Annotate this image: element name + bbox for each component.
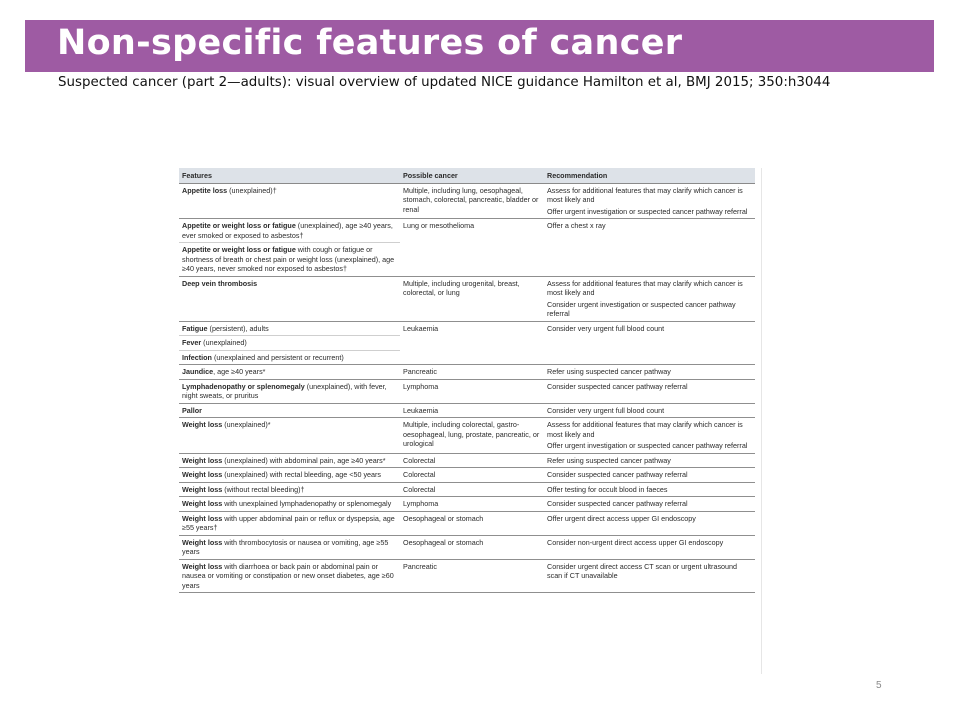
feature-cell [179, 365, 400, 380]
feature-detail: (unexplained)* [222, 420, 271, 429]
feature-name: Weight loss [182, 561, 223, 571]
feature-cell [179, 559, 400, 593]
recommendation-text: Consider very urgent full blood count [547, 323, 665, 333]
recommendation-text: Offer testing for occult blood in faeces [547, 484, 668, 494]
possible-cancer-cell: Multiple, including colorectal, gastro-oesophageal, lung, prostate, pancreatic, or urological [400, 418, 544, 454]
feature-name: Appetite or weight loss or fatigue [182, 221, 296, 230]
table-row [179, 559, 755, 593]
header-possible-cancer: Possible cancer [400, 168, 544, 183]
feature-name: Weight loss [182, 484, 223, 494]
table-row [179, 183, 755, 219]
feature-name: Appetite loss [182, 185, 228, 195]
recommendation-text: Consider urgent direct access CT scan or urgent ultrasound scan if CT unavailable [547, 561, 738, 580]
feature-name: Pallor [182, 405, 202, 415]
feature-name: Weight loss [182, 455, 223, 465]
recommendation-cell [544, 511, 755, 535]
feature-cell [179, 418, 400, 454]
recommendation-text: Assess for additional features that may clarify which cancer is most likely and [547, 420, 743, 439]
feature-cell [179, 276, 400, 321]
page-number: 5 [876, 680, 882, 691]
recommendation-cell [544, 379, 755, 403]
feature-detail: (unexplained), age ≥40 years, ever smoked or exposed to asbestos† [182, 221, 393, 240]
feature-detail: with thrombocytosis or nausea or vomiting, age ≥55 years [182, 537, 389, 556]
slide-subtitle: Suspected cancer (part 2—adults): visual overview of updated NICE guidance Hamilton et al, BMJ 2015; 350:h3044 [58, 75, 831, 90]
feature-detail: with cough or fatigue or shortness of breath or chest pain or weight loss (unexplained), age ≥40 years, never smoked nor exposed to asbestos† [182, 245, 395, 273]
feature-detail: (unexplained), with fever, night sweats, or pruritus [182, 381, 387, 400]
feature-cell [179, 535, 400, 559]
possible-cancer-cell: Lung or mesothelioma [400, 219, 544, 277]
possible-cancer-cell: Multiple, including urogenital, breast, colorectal, or lung [400, 276, 544, 321]
feature-name: Weight loss [182, 420, 223, 429]
possible-cancer-cell: Colorectal [400, 482, 544, 497]
feature-cell [179, 243, 400, 277]
table-row [179, 276, 755, 321]
feature-cell [179, 379, 400, 403]
possible-cancer-cell: Lymphoma [400, 497, 544, 512]
recommendation-cell [544, 535, 755, 559]
recommendation-cell [544, 403, 755, 418]
recommendation-text: Consider non-urgent direct access upper GI endoscopy [547, 537, 724, 547]
feature-cell [179, 321, 400, 336]
recommendation-cell [544, 219, 755, 277]
feature-cell [179, 183, 400, 219]
header-recommendation: Recommendation [544, 168, 755, 183]
possible-cancer-cell: Leukaemia [400, 403, 544, 418]
recommendation-cell [544, 183, 755, 219]
feature-detail: , age ≥40 years* [213, 367, 266, 376]
feature-name: Deep vein thrombosis [182, 278, 258, 288]
feature-name: Weight loss [182, 499, 223, 508]
recommendation-text: Assess for additional features that may clarify which cancer is most likely and [547, 185, 743, 204]
feature-name: Weight loss [182, 470, 223, 479]
feature-detail: (persistent), adults [207, 323, 269, 333]
feature-detail: with diarrhoea or back pain or abdominal pain or nausea or vomiting or constipation or new onset diabetes, age ≥60 years [182, 561, 394, 590]
possible-cancer-cell: Colorectal [400, 453, 544, 468]
feature-detail: with unexplained lymphadenopathy or splenomegaly [222, 499, 392, 508]
header-features: Features [179, 168, 400, 183]
feature-detail: (without rectal bleeding)† [222, 484, 305, 494]
feature-detail: (unexplained and persistent or recurrent) [211, 352, 344, 362]
feature-cell [179, 453, 400, 468]
recommendation-cell [544, 468, 755, 483]
table-row [179, 365, 755, 380]
possible-cancer-cell: Lymphoma [400, 379, 544, 403]
recommendation-cell [544, 497, 755, 512]
table-row [179, 219, 755, 243]
recommendation-text: Consider suspected cancer pathway referral [547, 470, 688, 479]
slide-title: Non-specific features of cancer [57, 23, 683, 63]
feature-detail: (unexplained)† [227, 185, 277, 195]
possible-cancer-cell: Pancreatic [400, 559, 544, 593]
recommendation-cell [544, 453, 755, 468]
feature-name: Fatigue [182, 323, 208, 333]
possible-cancer-cell: Multiple, including lung, oesophageal, stomach, colorectal, pancreatic, bladder or renal [400, 183, 544, 219]
recommendation-text: Offer a chest x ray [547, 221, 606, 230]
recommendation-text-2: Consider urgent investigation or suspected cancer pathway referral [547, 299, 736, 318]
table-row [179, 321, 755, 336]
feature-name: Lymphadenopathy or splenomegaly [182, 381, 305, 391]
table-row [179, 511, 755, 535]
recommendation-text-2: Offer urgent investigation or suspected cancer pathway referral [547, 206, 748, 216]
recommendation-text: Assess for additional features that may clarify which cancer is most likely and [547, 278, 743, 297]
recommendation-cell [544, 418, 755, 454]
title-bar [25, 20, 934, 72]
recommendation-cell [544, 276, 755, 321]
recommendation-cell [544, 482, 755, 497]
feature-detail: (unexplained) [201, 338, 247, 347]
guidance-table-image [179, 168, 762, 674]
feature-cell [179, 219, 400, 243]
feature-detail: (unexplained) with abdominal pain, age ≥40 years* [222, 455, 386, 465]
possible-cancer-cell: Oesophageal or stomach [400, 511, 544, 535]
recommendation-cell [544, 365, 755, 380]
recommendation-text: Consider suspected cancer pathway referral [547, 381, 688, 391]
recommendation-text: Refer using suspected cancer pathway [547, 455, 671, 465]
table-row [179, 453, 755, 468]
recommendation-cell [544, 321, 755, 365]
table-row [179, 379, 755, 403]
feature-name: Infection [182, 352, 212, 362]
table-row [179, 403, 755, 418]
feature-name: Appetite or weight loss or fatigue [182, 245, 296, 254]
table-row [179, 468, 755, 483]
feature-cell [179, 497, 400, 512]
feature-name: Fever [182, 338, 202, 347]
recommendation-text: Consider very urgent full blood count [547, 405, 665, 415]
table-row [179, 497, 755, 512]
possible-cancer-cell: Oesophageal or stomach [400, 535, 544, 559]
feature-cell [179, 511, 400, 535]
possible-cancer-cell: Colorectal [400, 468, 544, 483]
recommendation-text: Refer using suspected cancer pathway [547, 367, 671, 376]
feature-cell [179, 336, 400, 351]
feature-name: Weight loss [182, 513, 223, 523]
table-row [179, 482, 755, 497]
feature-cell [179, 350, 400, 365]
feature-name: Jaundice [182, 367, 214, 376]
feature-cell [179, 468, 400, 483]
feature-detail: with upper abdominal pain or reflux or dyspepsia, age ≥55 years† [182, 513, 395, 532]
table-header-row [179, 168, 755, 183]
possible-cancer-cell: Pancreatic [400, 365, 544, 380]
table-row [179, 418, 755, 454]
guidance-table [179, 168, 755, 593]
feature-cell [179, 403, 400, 418]
feature-cell [179, 482, 400, 497]
feature-detail: (unexplained) with rectal bleeding, age <50 years [222, 470, 382, 479]
possible-cancer-cell: Leukaemia [400, 321, 544, 365]
recommendation-text: Offer urgent direct access upper GI endoscopy [547, 513, 696, 523]
feature-name: Weight loss [182, 537, 223, 547]
recommendation-text-2: Offer urgent investigation or suspected cancer pathway referral [547, 441, 748, 450]
recommendation-text: Consider suspected cancer pathway referral [547, 499, 688, 508]
table-row [179, 535, 755, 559]
recommendation-cell [544, 559, 755, 593]
